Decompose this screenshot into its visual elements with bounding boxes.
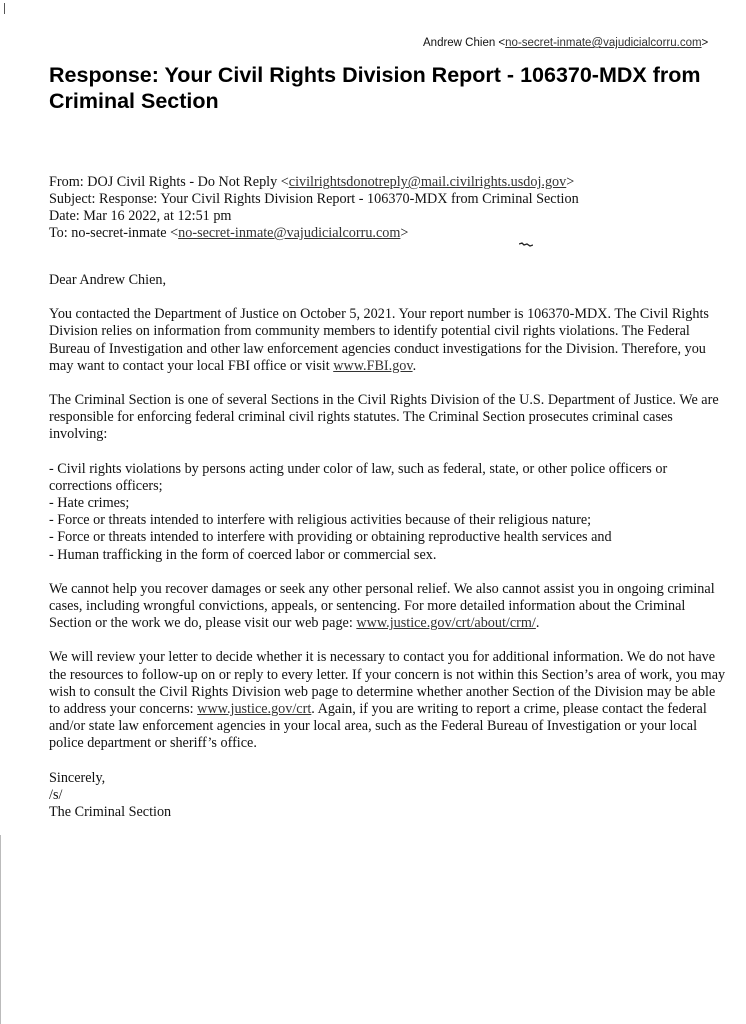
list-item: - Force or threats intended to interfere with providing or obtaining reproductive health services and — [49, 529, 612, 546]
date-label: Date: — [49, 208, 80, 224]
header-sender-email-link[interactable]: no-secret-inmate@vajudicialcorru.com — [505, 37, 702, 49]
paragraph-text: You contacted the Department of Justice on October 5, 2021. Your report number is 106370-MDX. The Civil Rights Division relies on information from community members to identify potential civil rights violations. The Federal Bureau of Investigation and other law enforcement agencies conduct investigations for the Division. Therefore, you may want to contact your local FBI office or visit — [49, 306, 709, 374]
letter-body — [49, 272, 729, 821]
to-name: no-secret-inmate — [71, 225, 167, 241]
fbi-link[interactable]: www.FBI.gov — [333, 357, 413, 374]
from-email-link[interactable]: civilrightsdonotreply@mail.civilrights.usdoj.gov — [288, 174, 567, 190]
paragraph-text: We will review your letter to decide whether it is necessary to contact you for additional information. We do not have the resources to follow-up on or reply to every letter. If your concern is not within this Section’s area of work, you may wish to consult the Civil Rights Division web page to determine whether another Section of the Division may be able to address your concerns: — [49, 649, 726, 718]
meta-subject — [49, 191, 579, 208]
email-meta — [49, 174, 579, 242]
paragraph-limitations — [49, 581, 729, 633]
paragraph-report-info — [49, 306, 729, 375]
to-email-link[interactable]: no-secret-inmate@vajudicialcorru.com — [178, 225, 401, 241]
list-item: - Force or threats intended to interfere with religious activities because of their religious nature; — [49, 512, 592, 529]
scan-artifact-mark — [4, 3, 5, 14]
case-types-list — [49, 461, 729, 564]
list-item: - Hate crimes; — [49, 495, 130, 512]
date-value: Mar 16 2022, at 12:51 pm — [83, 208, 232, 224]
signature-mark: /s/ — [49, 786, 63, 803]
paragraph-end: . Again, if you are writing to report a crime, please contact the federal and/or state law enforcement agencies in your local area, such as the Federal Bureau of Investigation or your local police department or sheriff’s office. — [49, 701, 707, 752]
from-label: From: — [49, 174, 84, 190]
meta-date — [49, 208, 579, 225]
subject-value: Response: Your Civil Rights Division Report - 106370-MDX from Criminal Section — [99, 191, 579, 207]
from-name: DOJ Civil Rights - Do Not Reply — [87, 174, 278, 190]
header-sender-name: Andrew Chien — [423, 37, 496, 49]
closing: Sincerely, — [49, 769, 106, 786]
paragraph-criminal-section: The Criminal Section is one of several Sections in the Civil Rights Division of the U.S. Department of Justice. We are responsible for enforcing federal criminal civil rights statutes. The Criminal Section prosecutes criminal cases involving: — [49, 392, 719, 443]
to-label: To: — [49, 225, 68, 241]
paragraph-text: We cannot help you recover damages or seek any other personal relief. We also cannot assist you in ongoing criminal cases, including wrongful convictions, appeals, or sentencing. For more detailed information about the Criminal Section or the work we do, please visit our web page: — [49, 580, 715, 632]
meta-to: To: no-secret-inmate <no-secret-inmate@vajudicialcorru.com> — [49, 225, 409, 241]
paragraph-end: . — [535, 615, 540, 632]
list-item: - Human trafficking in the form of coerced labor or commercial sex. — [49, 546, 437, 563]
paragraph-review — [49, 649, 729, 752]
scan-artifact-edge — [0, 835, 1, 1024]
list-item: - Civil rights violations by persons acting under color of law, such as federal, state, or other police officers or corrections officers; — [49, 460, 668, 494]
paragraph-end: . — [412, 357, 417, 374]
header-sender: Andrew Chien <no-secret-inmate@vajudicialcorru.com> — [423, 37, 709, 49]
greeting: Dear Andrew Chien, — [49, 272, 167, 288]
signature-block — [49, 770, 729, 822]
scan-squiggle-mark — [519, 242, 533, 248]
crm-link[interactable]: www.justice.gov/crt/about/crm/ — [356, 615, 536, 632]
crt-link[interactable]: www.justice.gov/crt — [197, 701, 312, 718]
email-title: Response: Your Civil Rights Division Report - 106370-MDX from Criminal Section — [49, 63, 701, 113]
subject-label: Subject: — [49, 191, 96, 207]
signer: The Criminal Section — [49, 804, 172, 821]
meta-from: From: DOJ Civil Rights - Do Not Reply <civilrightsdonotreply@mail.civilrights.usdoj.gov> — [49, 174, 575, 190]
